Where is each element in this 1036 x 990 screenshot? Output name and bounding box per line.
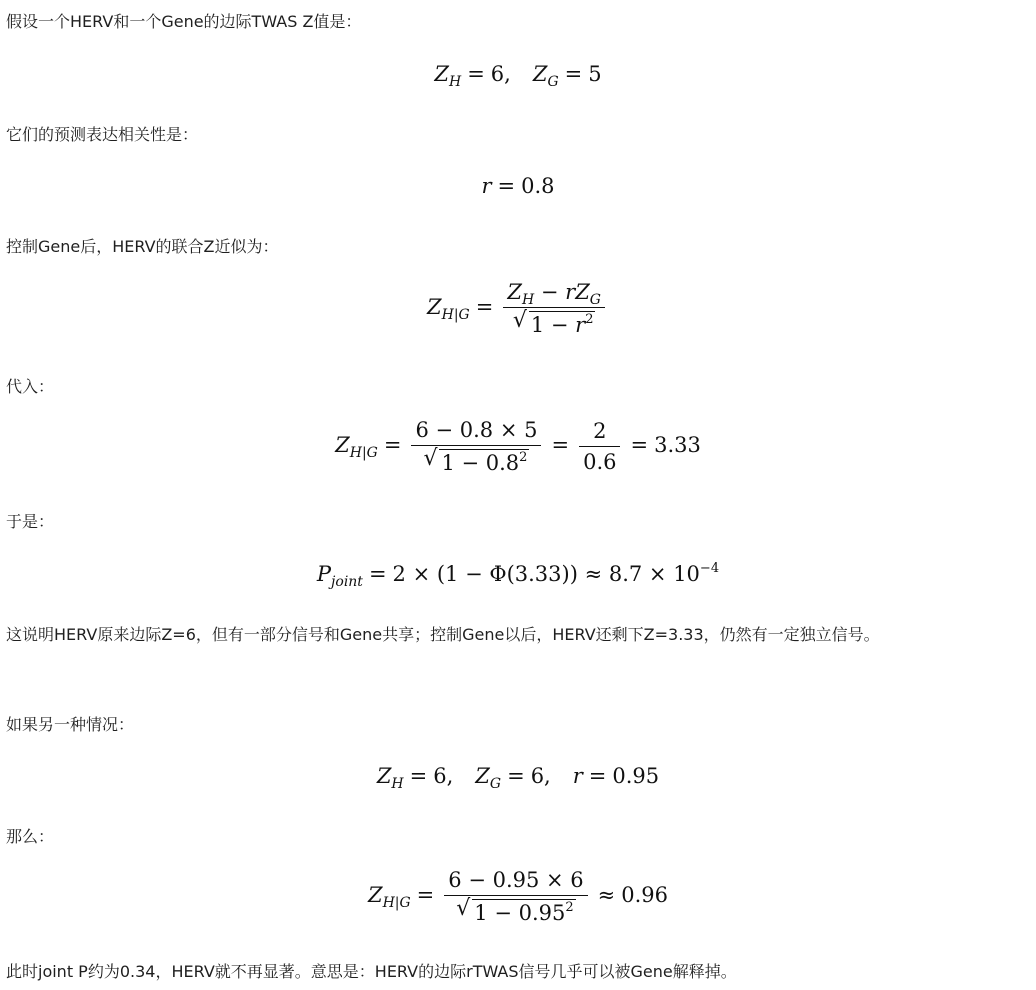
control-text: 控制Gene后，HERV的联合Z近似为： (6, 237, 279, 256)
intro-text: 假设一个HERV和一个Gene的边际TWAS Z值是： (6, 12, 362, 31)
substitute-text: 代入： (6, 377, 55, 396)
equation-joint-formula: $Z_{H|G}$ = $Z_H - rZ_G$ √ $1 - r^2$ (0, 280, 1036, 337)
equation-other-case: $Z_H = 6$, $Z_G = 6$, r = 0.95 (376, 764, 660, 792)
then-text: 于是： (6, 512, 55, 531)
explanation-text: 这说明HERV原来边际Z=6，但有一部分信号和Gene共享；控制Gene以后，HERV还剩下Z=3.33，仍然有一定独立信号。 (6, 625, 880, 644)
other-case-text: 如果另一种情况： (6, 715, 135, 734)
equation-substitution: $Z_{H|G}$ = 6 − 0.8 × 5 √ $1 - 0.8^2$ = $\frac{2}{0.6}$ = 3.33 (335, 418, 701, 475)
equation-marginal-z: $Z_H = 6$, $Z_G = 5$ (434, 62, 602, 90)
correlation-text: 它们的预测表达相关性是： (6, 125, 199, 144)
fraction: $Z_H - rZ_G$ √ $1 - r^2$ (503, 280, 605, 337)
fraction: $\frac{2}{0.6}$ (579, 419, 620, 474)
then2-text: 那么： (6, 827, 55, 846)
conclusion-text: 此时joint P约为0.34，HERV就不再显著。意思是：HERV的边际rTWAS信号几乎可以被Gene解释掉。 (6, 962, 737, 981)
fraction: 6 − 0.8 × 5 √ $1 - 0.8^2$ (411, 418, 541, 475)
equation-correlation: r = 0.8 (481, 174, 555, 198)
equation-joint-p: $P_{joint} = 2 \times (1 - \Phi(3.33)) \approx 8.7 \times 10^{-4}$ (316, 561, 720, 590)
equation-other-joint: $Z_{H|G}$ = 6 − 0.95 × 6 √ $1 - 0.95^2$ ≈ 0.96 (367, 868, 669, 925)
fraction: 6 − 0.95 × 6 √ $1 - 0.95^2$ (444, 868, 587, 925)
